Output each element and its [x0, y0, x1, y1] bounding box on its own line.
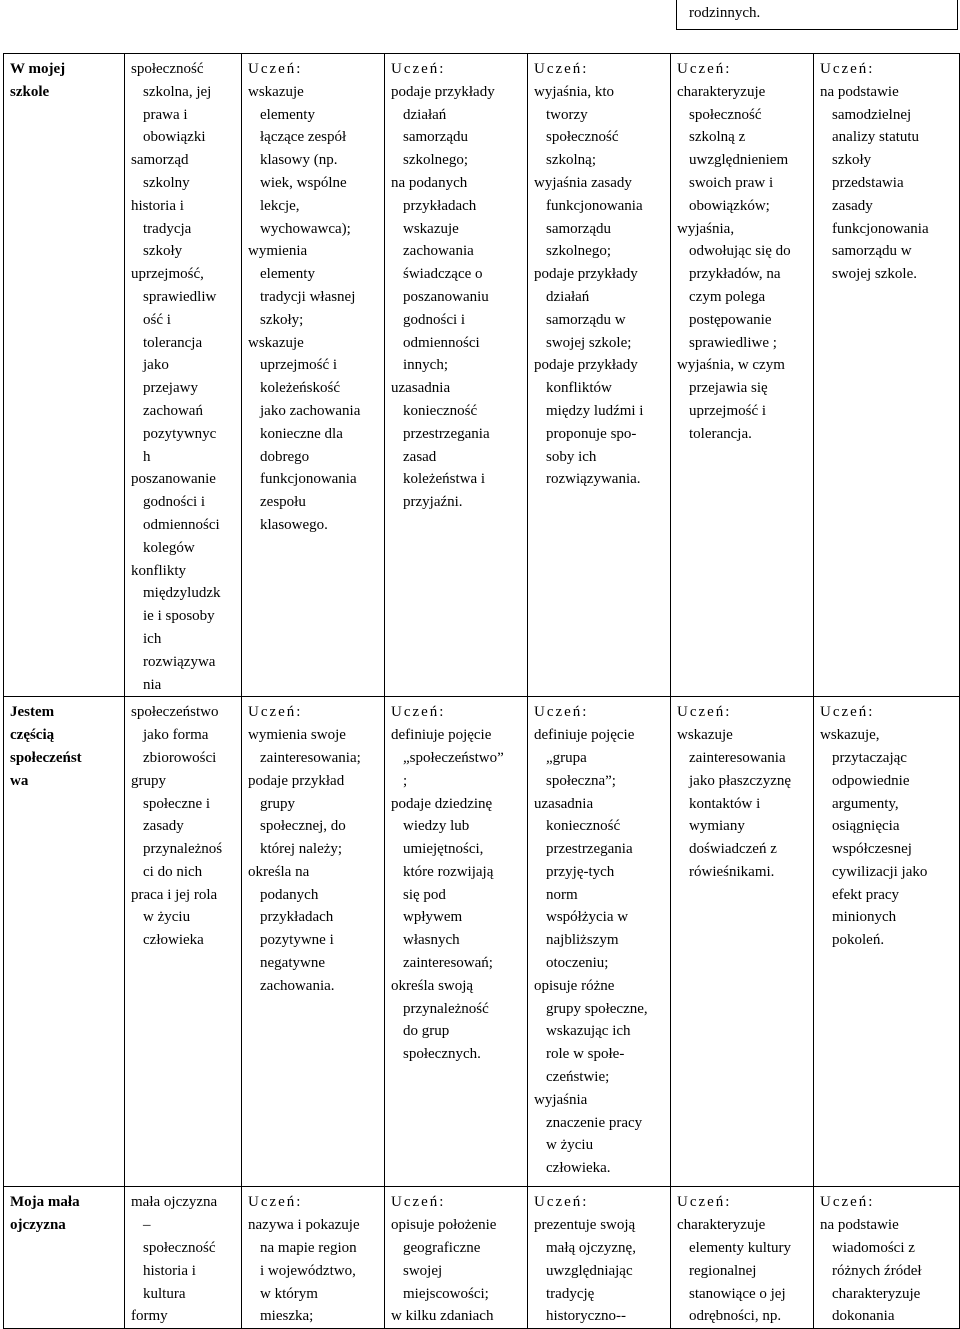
- content-line: ci do nich: [143, 863, 203, 880]
- requirement-line: zasady: [832, 197, 873, 214]
- requirement-line: rozwiązywania.: [546, 471, 641, 488]
- topic-cell: [4, 1187, 125, 1329]
- requirements-cell: [814, 1187, 960, 1329]
- content-line: odmienności: [143, 516, 220, 533]
- requirements-cell: [242, 54, 385, 697]
- requirement-line: określa swoją: [391, 977, 474, 994]
- requirement-line: ;: [403, 772, 408, 789]
- requirement-line: miejscowości;: [403, 1285, 489, 1302]
- content-line: praca i jej rola: [131, 886, 218, 903]
- content-line: społeczność: [143, 1239, 216, 1256]
- requirement-line: podaje przykład: [248, 772, 345, 789]
- requirement-line: zespołu: [260, 494, 306, 511]
- requirement-line: najbliższym: [546, 932, 619, 949]
- content-line: szkoły: [143, 243, 183, 260]
- requirement-line: szkoły;: [260, 311, 304, 328]
- curriculum-table: [3, 53, 960, 1329]
- requirement-line: rówieśnikami.: [689, 863, 775, 880]
- requirement-line: odpowiednie: [832, 772, 910, 789]
- requirement-line: swojej szkole.: [832, 266, 917, 283]
- uczen-heading: Uczeń:: [820, 1194, 875, 1211]
- requirement-line: obowiązków;: [689, 197, 770, 214]
- content-line: nia: [143, 676, 162, 693]
- requirement-line: do grup: [403, 1023, 450, 1040]
- uczen-heading: Uczeń:: [391, 704, 446, 721]
- requirement-line: między ludźmi i: [546, 402, 644, 419]
- requirement-line: swoich praw i: [689, 174, 774, 191]
- uczen-heading: Uczeń:: [677, 61, 732, 77]
- requirement-line: uzasadnia: [534, 795, 594, 812]
- requirement-line: sprawiedliwe ;: [689, 334, 777, 351]
- requirement-line: przynależność: [403, 1000, 489, 1017]
- topic-cell: [4, 697, 125, 1187]
- requirement-line: opisuje różne: [534, 977, 615, 994]
- requirement-line: współżycia w: [546, 909, 629, 926]
- requirement-line: i województwo,: [260, 1262, 356, 1279]
- requirement-line: wiek, wspólne: [260, 174, 347, 191]
- requirement-line: klasowego.: [260, 516, 328, 533]
- requirement-line: wyjaśnia, w czym: [677, 357, 785, 374]
- requirements-cell: [671, 54, 814, 697]
- requirement-line: uwzględniając: [546, 1262, 633, 1279]
- requirement-line: wyjaśnia,: [677, 220, 735, 237]
- topic-line: częścią: [10, 727, 55, 744]
- content-line: formy: [131, 1308, 168, 1325]
- content-cell: [125, 697, 242, 1187]
- requirement-line: opisuje położenie: [391, 1217, 497, 1234]
- requirement-line: negatywne: [260, 955, 325, 972]
- requirement-line: szkolną;: [546, 152, 596, 169]
- requirement-line: wymienia swoje: [248, 727, 346, 744]
- content-line: szkolny: [143, 174, 190, 191]
- content-line: ie i sposoby: [143, 608, 215, 625]
- requirement-line: uprzejmość i: [689, 402, 767, 419]
- topic-line: Moja mała: [10, 1194, 80, 1211]
- content-line: zachowań: [143, 402, 203, 419]
- uczen-heading: Uczeń:: [534, 704, 589, 721]
- requirement-line: własnych: [403, 932, 460, 949]
- requirement-line: konieczność: [546, 818, 621, 835]
- content-line: kolegów: [143, 539, 195, 556]
- requirement-line: w którym: [260, 1285, 318, 1302]
- requirement-line: podaje przykłady: [391, 83, 495, 100]
- requirement-line: określa na: [248, 863, 310, 880]
- topic-line: wa: [10, 772, 29, 789]
- requirement-line: współczesnej: [832, 841, 912, 858]
- requirement-line: cywilizacji jako: [832, 863, 928, 880]
- uczen-heading: Uczeń:: [248, 61, 303, 77]
- requirement-line: odrębności, np.: [689, 1308, 782, 1325]
- requirement-line: geograficzne: [403, 1239, 481, 1256]
- requirement-line: uprzejmość i: [260, 357, 338, 374]
- topic-line: W mojej: [10, 61, 66, 77]
- requirement-line: otoczeniu;: [546, 955, 609, 972]
- requirement-line: które rozwijają: [403, 863, 494, 880]
- requirement-line: przyję-tych: [546, 863, 615, 880]
- requirement-line: definiuje pojęcie: [391, 727, 492, 744]
- content-line: zasady: [143, 818, 184, 835]
- content-line: zbiorowości: [143, 749, 217, 766]
- requirements-cell: [385, 697, 528, 1187]
- requirement-line: stanowiące o jej: [689, 1285, 786, 1302]
- requirement-line: w kilku zdaniach: [391, 1308, 494, 1325]
- requirement-line: człowieka.: [546, 1160, 611, 1177]
- requirement-line: poszanowaniu: [403, 288, 489, 305]
- requirement-line: nazywa i pokazuje: [248, 1217, 360, 1234]
- topic-cell: [4, 54, 125, 697]
- requirement-line: godności i: [403, 311, 466, 328]
- content-line: ość i: [143, 311, 171, 328]
- requirement-line: znaczenie pracy: [546, 1114, 643, 1131]
- requirement-line: uzasadnia: [391, 380, 451, 397]
- content-line: rozwiązywa: [143, 653, 216, 670]
- requirements-cell: [242, 1187, 385, 1329]
- content-line: poszanowanie: [131, 471, 216, 488]
- requirement-line: społecznej, do: [260, 818, 346, 835]
- requirement-line: podaje przykłady: [534, 357, 638, 374]
- requirement-line: szkolnego;: [546, 243, 611, 260]
- requirement-line: samorządu: [546, 220, 611, 237]
- requirement-line: funkcjonowania: [546, 197, 643, 214]
- requirement-line: charakteryzuje: [677, 1217, 766, 1234]
- requirement-line: efekt pracy: [832, 886, 900, 903]
- requirement-line: „społeczeństwo”: [403, 749, 504, 766]
- requirement-line: przykładach: [403, 197, 477, 214]
- requirement-line: się pod: [403, 886, 446, 903]
- requirement-line: swojej: [403, 1262, 443, 1279]
- requirement-line: wskazuje: [403, 220, 459, 237]
- requirements-cell: [385, 1187, 528, 1329]
- requirement-line: charakteryzuje: [832, 1285, 921, 1302]
- requirement-line: społecznych.: [403, 1046, 481, 1063]
- content-line: ich: [143, 630, 162, 647]
- requirement-line: odwołując się do: [689, 243, 791, 260]
- requirements-cell: [814, 697, 960, 1187]
- content-line: h: [143, 448, 151, 465]
- content-cell: [125, 54, 242, 697]
- requirement-line: w życiu: [546, 1137, 594, 1154]
- requirement-line: świadczące o: [403, 266, 483, 283]
- requirement-line: mieszka;: [260, 1308, 314, 1325]
- requirements-cell: [528, 697, 671, 1187]
- requirement-line: samodzielnej: [832, 106, 912, 123]
- requirement-line: zainteresowania;: [260, 749, 361, 766]
- requirement-line: tolerancja.: [689, 425, 752, 442]
- uczen-heading: Uczeń:: [534, 61, 589, 77]
- requirement-line: elementy: [260, 106, 315, 123]
- requirement-line: wiadomości z: [832, 1239, 915, 1256]
- content-line: szkolna, jej: [143, 83, 212, 100]
- requirement-line: odmienności: [403, 334, 480, 351]
- requirements-cell: [528, 54, 671, 697]
- requirement-line: umiejętności,: [403, 841, 484, 858]
- requirement-line: wskazuje,: [820, 727, 880, 744]
- requirement-line: historyczno--: [546, 1308, 626, 1325]
- content-line: przejawy: [143, 380, 198, 397]
- requirement-line: społeczność: [689, 106, 762, 123]
- requirement-line: działań: [546, 288, 590, 305]
- requirement-line: przytaczając: [832, 749, 907, 766]
- requirement-line: wyjaśnia: [534, 1091, 588, 1108]
- requirement-line: norm: [546, 886, 578, 903]
- requirement-line: dokonania: [832, 1308, 895, 1325]
- requirement-line: pokoleń.: [832, 932, 885, 949]
- requirement-line: pozytywne i: [260, 932, 334, 949]
- requirement-line: postępowanie: [689, 311, 772, 328]
- requirement-line: przykładów, na: [689, 266, 781, 283]
- requirement-line: wpływem: [403, 909, 463, 926]
- content-line: przynależnoś: [143, 841, 223, 858]
- requirement-line: na podstawie: [820, 83, 899, 100]
- requirement-line: zainteresowań;: [403, 955, 493, 972]
- requirement-line: przejawia się: [689, 380, 768, 397]
- requirement-line: zachowania.: [260, 977, 335, 994]
- requirements-cell: [528, 1187, 671, 1329]
- topic-line: ojczyzna: [10, 1217, 66, 1234]
- requirements-cell: [814, 54, 960, 697]
- requirement-line: uwzględnieniem: [689, 152, 789, 169]
- requirement-line: wiedzy lub: [403, 818, 470, 835]
- requirement-line: jako płaszczyznę: [689, 772, 792, 789]
- requirement-line: konfliktów: [546, 380, 612, 397]
- content-line: tradycja: [143, 220, 192, 237]
- requirement-line: przestrzegania: [403, 425, 490, 442]
- content-line: samorząd: [131, 152, 189, 169]
- requirement-line: społeczność: [546, 129, 619, 146]
- requirement-line: charakteryzuje: [677, 83, 766, 100]
- topic-line: szkole: [10, 83, 50, 100]
- requirement-line: samorządu w: [546, 311, 626, 328]
- requirement-line: łączące zespół: [260, 129, 347, 146]
- requirement-line: osiągnięcia: [832, 818, 900, 835]
- requirement-line: przykładach: [260, 909, 334, 926]
- requirement-line: na podanych: [391, 174, 468, 191]
- requirement-line: koleżeńskość: [260, 380, 340, 397]
- requirement-line: wskazuje: [248, 83, 304, 100]
- table-row: [4, 1187, 960, 1329]
- requirement-line: zasad: [403, 448, 437, 465]
- requirements-cell: [242, 697, 385, 1187]
- requirement-line: regionalnej: [689, 1262, 757, 1279]
- uczen-heading: Uczeń:: [391, 61, 446, 77]
- requirement-line: czeństwie;: [546, 1069, 610, 1086]
- uczen-heading: Uczeń:: [391, 1194, 446, 1211]
- requirement-line: podaje przykłady: [534, 266, 638, 283]
- requirement-line: funkcjonowania: [832, 220, 929, 237]
- requirement-line: szkoły: [832, 152, 872, 169]
- requirement-line: przyjaźni.: [403, 494, 463, 511]
- requirement-line: lekcje,: [260, 197, 300, 214]
- uczen-heading: Uczeń:: [534, 1194, 589, 1211]
- requirement-line: tradycji własnej: [260, 288, 356, 305]
- content-line: człowieka: [143, 932, 204, 949]
- requirement-line: różnych źródeł: [832, 1262, 922, 1279]
- requirement-line: analizy statutu: [832, 129, 920, 146]
- continued-text: rodzinnych.: [689, 5, 761, 21]
- uczen-heading: Uczeń:: [248, 704, 303, 721]
- content-line: społeczność: [131, 61, 204, 77]
- requirement-line: klasowy (np.: [260, 152, 338, 169]
- uczen-heading: Uczeń:: [248, 1194, 303, 1211]
- requirements-cell: [671, 1187, 814, 1329]
- uczen-heading: Uczeń:: [677, 1194, 732, 1211]
- content-line: międzyludzk: [143, 585, 221, 602]
- requirement-line: soby ich: [546, 448, 597, 465]
- content-line: –: [143, 1217, 151, 1234]
- requirement-line: zachowania: [403, 243, 474, 260]
- uczen-heading: Uczeń:: [820, 704, 875, 721]
- requirement-line: tworzy: [546, 106, 588, 123]
- requirement-line: szkolnego;: [403, 152, 468, 169]
- content-line: grupy: [131, 772, 166, 789]
- uczen-heading: Uczeń:: [820, 61, 875, 77]
- requirement-line: wychowawca);: [260, 220, 351, 237]
- content-line: mała ojczyzna: [131, 1194, 218, 1211]
- requirement-line: koleżeństwa i: [403, 471, 486, 488]
- content-cell: [125, 1187, 242, 1329]
- requirement-line: role w społe-: [546, 1046, 625, 1063]
- requirement-line: grupy: [260, 795, 295, 812]
- requirement-line: kontaktów i: [689, 795, 761, 812]
- requirement-line: społeczna”;: [546, 772, 616, 789]
- continued-table-fragment: [676, 0, 958, 30]
- requirement-line: przestrzegania: [546, 841, 633, 858]
- requirement-line: małą ojczyznę,: [546, 1239, 636, 1256]
- requirement-line: prezentuje swoją: [534, 1217, 636, 1234]
- requirement-line: wskazuje: [248, 334, 304, 351]
- requirement-line: dobrego: [260, 448, 310, 465]
- requirement-line: swojej szkole;: [546, 334, 632, 351]
- requirement-line: tradycję: [546, 1285, 595, 1302]
- requirement-line: jako zachowania: [260, 402, 361, 419]
- requirement-line: grupy społeczne,: [546, 1000, 648, 1017]
- content-line: prawa i: [143, 106, 188, 123]
- uczen-heading: Uczeń:: [677, 704, 732, 721]
- content-line: pozytywnyc: [143, 425, 217, 442]
- content-line: jako forma: [143, 727, 209, 744]
- content-line: konflikty: [131, 562, 186, 579]
- requirement-line: podanych: [260, 886, 319, 903]
- content-line: społeczne i: [143, 795, 211, 812]
- requirement-line: przedstawia: [832, 174, 904, 191]
- requirement-line: wymienia: [248, 243, 308, 260]
- requirement-line: samorządu w: [832, 243, 912, 260]
- requirement-line: doświadczeń z: [689, 841, 777, 858]
- content-line: historia i: [131, 197, 184, 214]
- content-line: społeczeństwo: [131, 704, 219, 721]
- table-row: [4, 54, 960, 697]
- requirement-line: samorządu: [403, 129, 468, 146]
- content-line: w życiu: [143, 909, 191, 926]
- requirement-line: innych;: [403, 357, 448, 374]
- content-line: historia i: [143, 1262, 196, 1279]
- requirement-line: na mapie region: [260, 1239, 357, 1256]
- requirement-line: proponuje spo-: [546, 425, 637, 442]
- requirement-line: na podstawie: [820, 1217, 899, 1234]
- content-line: jako: [143, 357, 169, 374]
- requirement-line: szkolną z: [689, 129, 746, 146]
- requirement-line: której należy;: [260, 841, 343, 858]
- requirement-line: argumenty,: [832, 795, 899, 812]
- requirement-line: czym polega: [689, 288, 766, 305]
- requirement-line: definiuje pojęcie: [534, 727, 635, 744]
- content-line: uprzejmość,: [131, 266, 204, 283]
- requirement-line: funkcjonowania: [260, 471, 357, 488]
- topic-line: społeczeńst: [10, 749, 82, 766]
- requirement-line: elementy: [260, 266, 315, 283]
- requirement-line: wskazując ich: [546, 1023, 631, 1040]
- requirement-line: konieczność: [403, 402, 478, 419]
- requirement-line: „grupa: [546, 749, 587, 766]
- requirement-line: podaje dziedzinę: [391, 795, 493, 812]
- requirement-line: wymiany: [689, 818, 745, 835]
- requirement-line: działań: [403, 106, 447, 123]
- requirement-line: zainteresowania: [689, 749, 786, 766]
- topic-line: Jestem: [10, 704, 55, 721]
- content-line: kultura: [143, 1285, 186, 1302]
- requirement-line: minionych: [832, 909, 897, 926]
- content-line: tolerancja: [143, 334, 203, 351]
- content-line: sprawiedliw: [143, 288, 217, 305]
- content-line: godności i: [143, 494, 206, 511]
- requirement-line: wyjaśnia zasady: [534, 174, 632, 191]
- table-row: [4, 697, 960, 1187]
- requirement-line: konieczne dla: [260, 425, 343, 442]
- requirements-cell: [385, 54, 528, 697]
- content-line: obowiązki: [143, 129, 206, 146]
- requirement-line: elementy kultury: [689, 1239, 792, 1256]
- requirement-line: wskazuje: [677, 727, 733, 744]
- requirement-line: wyjaśnia, kto: [534, 83, 614, 100]
- requirements-cell: [671, 697, 814, 1187]
